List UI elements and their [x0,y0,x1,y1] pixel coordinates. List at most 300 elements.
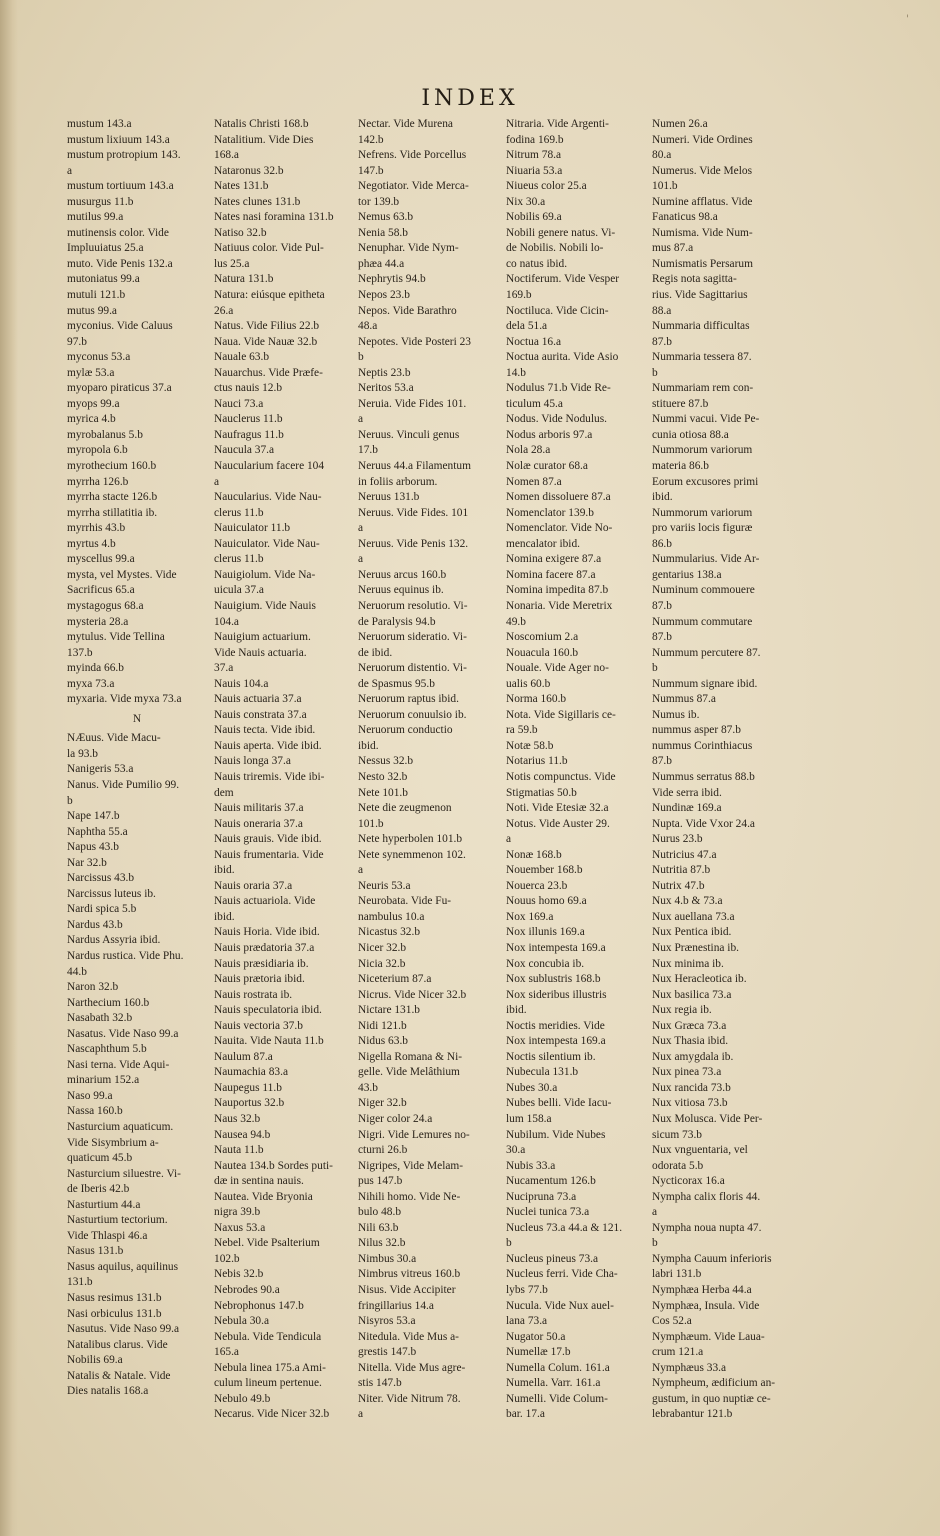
index-entry-line: Nummum percutere 87. [652,646,761,659]
index-entry-line: Nictare 131.b [358,1004,420,1017]
index-entry-line: ibid. [506,1004,527,1017]
index-entry-line: Nasturtium 44.a [67,1198,141,1211]
index-entry-line: Nauis speculatoria ibid. [214,1004,322,1017]
index-entry-line: Nauarchus. Vide Præfe- [214,366,323,379]
index-entry-line: Nardi spica 5.b [67,903,137,916]
index-entry-line: clerus 11.b [214,553,264,566]
index-entry-line: Nobilis 69.a [506,211,562,224]
index-entry-line: nambulus 10.a [358,910,425,923]
index-entry-line: Naucula 37.a [214,444,275,457]
index-entry-line: Nux vitiosa 73.b [652,1097,728,1110]
index-entry-line: Numeri. Vide Ordines [652,133,753,146]
index-entry-line: ra 59.b [506,724,538,737]
index-entry-line: a [358,413,364,426]
index-entry-line: Noctiluca. Vide Cicin- [506,304,609,317]
index-entry-line: Fanaticus 98.a [652,211,718,224]
index-entry-line: Nomina impedita 87.b [506,584,609,597]
index-entry-line: 80.a [652,149,672,162]
index-entry-line: myxaria. Vide myxa 73.a [67,693,182,706]
index-entry-line: Necarus. Vide Nicer 32.b [214,1408,330,1421]
index-entry-line: ibid. [214,864,235,877]
index-entry-line: Nitedula. Vide Mus a- [358,1330,459,1343]
index-entry-line: Nola 28.a [506,444,551,457]
index-entry-line: Nox sublustris 168.b [506,973,601,986]
index-entry-line: Natalis Christi 168.b [214,118,309,130]
index-entry-line: rius. Vide Sagittarius [652,289,748,302]
index-entry-line: 44.b [67,965,87,978]
index-entry-line: Nenuphar. Vide Nym- [358,242,459,255]
index-entry-line: bar. 17.a [506,1408,545,1421]
index-entry-line: Neruus 44.a Filamentum [358,460,471,473]
index-entry-line: 86.b [652,537,672,550]
index-entry-line: Vide Nauis actuaria. [214,646,307,659]
index-entry-line: Nape 147.b [67,810,120,823]
index-entry-line: odorata 5.b [652,1159,704,1172]
index-entry-line: Noti. Vide Etesiæ 32.a [506,802,609,815]
index-entry-line: Nimbus 30.a [358,1252,417,1265]
index-entry-line: Nomina exigere 87.a [506,553,602,566]
index-entry-line: nummus asper 87.b [652,724,741,737]
index-entry-line: 131.b [67,1276,93,1289]
index-entry-line: Nauigiolum. Vide Na- [214,568,316,581]
index-entry-line: Naufragus 11.b [214,428,284,441]
index-entry-line: Nauis triremis. Vide ibi- [214,770,325,783]
index-entry-line: Nitella. Vide Mus agre- [358,1361,466,1374]
index-entry-line: myinda 66.b [67,662,124,675]
index-entry-line: Nummorum variorum [652,444,753,457]
index-entry-line: Numine afflatus. Vide [652,195,753,208]
index-entry-line: dæ in sentina nauis. [214,1175,304,1188]
index-entry-line: a [358,553,364,566]
index-entry-line: gentarius 138.a [652,568,722,581]
index-entry-line: Natus. Vide Filius 22.b [214,320,320,333]
index-entry-line: Nauigium. Vide Nauis [214,599,316,612]
index-entry-line: Nebula. Vide Tendicula [214,1330,322,1343]
index-entry-line: Nauita. Vide Nauta 11.b [214,1035,324,1048]
index-entry-line: Nauis tecta. Vide ibid. [214,724,316,737]
index-entry-line: Nilus 32.b [358,1237,406,1250]
index-entry-line: Nasturtium tectorium. [67,1214,168,1227]
index-entry-line: Nidi 121.b [358,1019,407,1032]
index-entry-line: Numella. Varr. 161.a [506,1377,601,1390]
index-entry-line: Nasus resimus 131.b [67,1292,162,1305]
index-entry-line: Nux minima ib. [652,957,724,970]
index-entry-line: ualis 60.b [506,677,551,690]
index-entry-line: Nux auellana 73.a [652,910,735,923]
index-entry-line: a [652,1206,658,1219]
index-entry-line: Nauci 73.a [214,397,264,410]
index-entry-line: myscellus 99.a [67,553,135,566]
index-entry-line: Nodus arboris 97.a [506,428,593,441]
index-entry-line: Natalibus clarus. Vide [67,1338,168,1351]
index-entry-line: Nutricius 47.a [652,848,717,861]
index-entry-line: Nubilum. Vide Nubes [506,1128,606,1141]
index-entry-line: Nux Molusca. Vide Per- [652,1113,763,1125]
index-entry-line: Nucipruna 73.a [506,1190,577,1203]
index-entry-line: Nemus 63.b [358,211,414,224]
index-entry-line: Nauis oneraria 37.a [214,817,303,830]
index-entry-line: Nox intempesta 169.a [506,1035,606,1048]
index-entry-line: Nepotes. Vide Posteri 23 [358,335,471,348]
index-entry-line: gustum, in quo nuptiæ ce- [652,1392,771,1405]
index-entry-line: Neurobata. Vide Fu- [358,895,452,908]
index-entry-line: de Paralysis 94.b [358,615,436,628]
index-entry-line: Nete 101.b [358,786,408,799]
index-entry-line: fodina 169.b [506,133,564,146]
index-entry-line: Nauis oraria 37.a [214,879,293,892]
index-entry-line: 165.a [214,1346,239,1359]
index-entry-line: myrrha stacte 126.b [67,491,158,504]
index-entry-line: Naron 32.b [67,981,119,994]
index-entry-line: Nouus homo 69.a [506,895,587,908]
index-entry-line: Naso 99.a [67,1089,113,1102]
index-entry-line: de ibid. [358,646,393,659]
index-entry-line: mutilus 99.a [67,211,124,224]
index-entry-line: Nutritia 87.b [652,864,711,877]
index-entry-line: myrrhis 43.b [67,522,126,535]
index-entry-line: materia 86.b [652,460,709,473]
index-entry-line: nigra 39.b [214,1206,261,1219]
index-entry-line: Nauis longa 37.a [214,755,291,768]
index-entry-line: mencalator ibid. [506,537,581,550]
index-entry-line: b [652,366,658,379]
index-entry-line: Nummorum variorum [652,506,753,519]
index-entry-line: Nisus. Vide Accipiter [358,1284,456,1297]
index-entry-line: Nux basilica 73.a [652,988,732,1001]
index-entry-line: Nymphæa, Insula. Vide [652,1299,760,1312]
index-entry-line: Nenia 58.b [358,226,408,239]
index-entry-line: Nux Thasia ibid. [652,1035,729,1048]
index-entry-line: Nebrophonus 147.b [214,1299,304,1312]
index-entry-line: Nodulus 71.b Vide Re- [506,382,611,395]
index-entry-line: 49.b [506,615,526,628]
index-entry-line: Nomen 87.a [506,475,562,488]
index-entry-line: Nete synemmenon 102. [358,848,466,861]
index-entry-line: Nummariam rem con- [652,382,754,395]
index-entry-line: Nebis 32.b [214,1268,264,1281]
index-entry-line: Nox intempesta 169.a [506,941,606,954]
index-entry-line: Nomen dissoluere 87.a [506,491,611,504]
index-entry-line: Nebula linea 175.a Ami- [214,1361,326,1374]
index-entry-line: Nidus 63.b [358,1035,408,1048]
index-entry-line: Niger color 24.a [358,1113,433,1125]
index-entry-line: Nataronus 32.b [214,164,284,177]
index-entry-line: Nugator 50.a [506,1330,566,1343]
index-entry-line: Nux Græca 73.a [652,1019,727,1032]
index-entry-line: Nebel. Vide Psalterium [214,1237,320,1250]
index-entry-line: Natura: eiúsque epitheta [214,289,325,302]
index-entry-line: co natus ibid. [506,257,568,270]
index-entry-line: Nauis vectoria 37.b [214,1019,303,1032]
index-entry-line: ibid. [652,491,673,504]
index-entry-line: Notæ 58.b [506,739,554,752]
index-entry-line: dem [214,786,234,799]
index-entry-line: dela 51.a [506,320,548,333]
index-entry-line: Numinum commouere [652,584,755,597]
index-entry-line: 17.b [358,444,378,457]
index-entry-line: Nix 30.a [506,195,546,208]
index-entry-line: Nautea 134.b Sordes puti- [214,1159,333,1172]
index-entry-line: Nasturcium siluestre. Vi- [67,1167,181,1180]
index-entry-line: Nauis rostrata ib. [214,988,293,1001]
index-entry-line: Nummus 87.a [652,693,716,706]
index-entry-line: Nuclei tunica 73.a [506,1206,590,1219]
index-entry-line: Nouember 168.b [506,864,583,877]
index-entry-line: lana 73.a [506,1315,548,1328]
index-entry-line: Nihili homo. Vide Ne- [358,1190,461,1203]
index-entry-line: Nonæ 168.b [506,848,562,861]
index-entry-line: crum 121.a [652,1346,704,1359]
index-entry-line: Nefrens. Vide Porcellus [358,149,467,162]
index-entry-line: Nebula 30.a [214,1315,270,1328]
index-entry-line: Nummum commutare [652,615,753,628]
index-entry-line: Nasturcium aquaticum. [67,1121,174,1133]
index-entry-line: Nigripes, Vide Melam- [358,1159,464,1172]
index-entry-line: Nicia 32.b [358,957,406,970]
index-entry-line: Naphtha 55.a [67,825,128,838]
index-entry-line: Nardus 43.b [67,918,123,931]
index-entry-line: in foliis arborum. [358,475,438,488]
index-entry-line: Numen 26.a [652,118,708,130]
index-entry-line: Norma 160.b [506,693,567,706]
index-entry-line: ibid. [214,910,235,923]
index-entry-line: Niger 32.b [358,1097,407,1110]
index-entry-line: Nasutus. Vide Naso 99.a [67,1323,180,1336]
index-entry-line: Nasabath 32.b [67,1012,133,1025]
index-entry-line: myxa 73.a [67,677,115,690]
index-entry-line: de Spasmus 95.b [358,677,435,690]
index-entry-line: myrtus 4.b [67,537,116,550]
index-entry-line: Neruorum conuulsio ib. [358,708,467,721]
index-entry-line: bulo 48.b [358,1206,402,1219]
index-entry-line: Nubes belli. Vide Iacu- [506,1097,612,1110]
index-entry-line: pro variis locis figuræ [652,522,753,535]
index-entry-line: Nigella Romana & Ni- [358,1050,463,1063]
index-entry-line: Nesto 32.b [358,770,408,783]
page-mark: ' [906,14,909,25]
index-entry-line: Nauis 104.a [214,677,269,690]
index-entry-line: Nymphæum. Vide Laua- [652,1330,765,1343]
index-entry-line: Nauis prætoria ibid. [214,973,305,986]
index-entry-line: fringillarius 14.a [358,1299,434,1312]
index-entry-line: Naus 32.b [214,1113,261,1125]
index-entry-line: myops 99.a [67,397,120,410]
index-entry-line: Neruus equinus ib. [358,584,444,597]
index-entry-line: de Iberis 42.b [67,1183,130,1196]
index-entry-line: Nucula. Vide Nux auel- [506,1299,614,1312]
index-entry-line: Eorum excusores primi [652,475,759,488]
index-entry-line: Nebrodes 90.a [214,1284,280,1297]
index-entry-line: Nauigium actuarium. [214,631,311,644]
index-entry-line: Niceterium 87.a [358,973,432,986]
index-entry-line: Nasi orbiculus 131.b [67,1307,162,1320]
index-entry-line: Nobilis 69.a [67,1354,123,1367]
index-entry-line: Regis nota sagitta- [652,273,737,286]
index-entry-line: myropola 6.b [67,444,128,457]
index-entry-line: Numelli. Vide Colum- [506,1392,608,1405]
index-entry-line: pus 147.b [358,1175,403,1188]
index-entry-line: 37.a [214,662,234,675]
index-entry-line: grestis 147.b [358,1346,417,1359]
index-entry-line: Nepos 23.b [358,289,410,302]
index-entry-line: Nete die zeugmenon [358,802,452,815]
index-entry-line: Nux Pentica ibid. [652,926,732,939]
index-entry-line: Nucleus ferri. Vide Cha- [506,1268,618,1281]
index-entry-line: Nauale 63.b [214,351,270,364]
index-entry-line: Nicer 32.b [358,941,407,954]
index-entry-line: mustum protropium 143. [67,149,181,162]
index-column-4 [506,117,646,1423]
index-entry-line: Nolæ curator 68.a [506,460,588,473]
index-entry-line: Nasatus. Vide Naso 99.a [67,1027,179,1040]
index-entry-line: Naulum 87.a [214,1050,273,1063]
index-entry-line: mutoniatus 99.a [67,273,140,286]
index-entry-line: la 93.b [67,747,99,760]
index-entry-line: ticulum 45.a [506,397,563,410]
index-entry-line: Nepos. Vide Barathro [358,304,457,317]
index-entry-line: b [652,662,658,675]
index-entry-line: Nubis 33.a [506,1159,556,1172]
index-entry-line: Nimbrus vitreus 160.b [358,1268,461,1281]
index-entry-line: Neruorum sideratio. Vi- [358,631,467,644]
index-entry-line: ibid. [358,739,379,752]
index-entry-line: Nutrix 47.b [652,879,705,892]
index-entry-line: Nili 63.b [358,1221,399,1234]
index-entry-line: 88.a [652,304,672,317]
index-entry-line: quaticum 45.b [67,1152,133,1165]
index-entry-line: Nympha calix floris 44. [652,1190,761,1203]
index-entry-line: Nauiculator. Vide Nau- [214,537,320,550]
index-entry-line: mysta, vel Mystes. Vide [67,568,177,581]
index-entry-line: Niter. Vide Nitrum 78. [358,1392,461,1405]
index-entry-line: cunia otiosa 88.a [652,428,729,441]
index-entry-line: Nauis Horia. Vide ibid. [214,926,320,939]
index-entry-line: Nomenclator. Vide No- [506,522,613,535]
index-entry-line: Notarius 11.b [506,755,568,768]
index-entry-line: a [214,475,220,488]
section-letter: N [132,712,142,725]
book-gutter [0,0,18,1536]
index-entry-line: Numus ib. [652,708,700,721]
index-entry-line: Nouerca 23.b [506,879,568,892]
index-entry-line: musurgus 11.b [67,195,134,208]
index-entry-line: Noctua aurita. Vide Asio [506,351,619,364]
index-entry-line: Noscomium 2.a [506,631,579,644]
index-column-2 [214,117,354,1423]
index-entry-line: Noctis meridies. Vide [506,1019,605,1032]
index-entry-line: Neruus arcus 160.b [358,568,447,581]
index-entry-line: Numisma. Vide Num- [652,226,753,239]
index-entry-line: NÆuus. Vide Macu- [67,732,161,745]
index-entry-line: Natiso 32.b [214,226,267,239]
index-entry-line: Nardus rustica. Vide Phu. [67,949,184,962]
index-entry-line: nummus Corinthiacus [652,739,753,752]
index-entry-line: Impluuiatus 25.a [67,242,144,255]
index-entry-line: Nummus serratus 88.b [652,770,755,783]
index-entry-line: a [67,164,73,177]
index-entry-line: Nycticorax 16.a [652,1175,725,1188]
index-entry-line: uicula 37.a [214,584,264,597]
index-entry-line: gelle. Vide Melâthium [358,1066,460,1079]
index-entry-line: Naupegus 11.b [214,1081,282,1094]
index-entry-line: 87.b [652,335,672,348]
index-entry-line: Nummum signare ibid. [652,677,758,690]
index-entry-line: Nauta 11.b [214,1144,264,1157]
index-entry-line: minarium 152.a [67,1074,140,1087]
index-entry-line: mus 87.a [652,242,694,255]
index-entry-line: Nitrum 78.a [506,149,562,162]
index-entry-line: Nates 131.b [214,180,269,193]
index-entry-line: mutinensis color. Vide [67,226,169,239]
index-entry-line: lebrabantur 121.b [652,1408,733,1421]
index-entry-line: Cos 52.a [652,1315,692,1328]
index-entry-line: Niueus color 25.a [506,180,587,193]
index-entry-line: Neruus. Vide Fides. 101 [358,506,469,519]
index-entry-line: Nomina facere 87.a [506,568,596,581]
index-entry-line: Nasus 131.b [67,1245,124,1258]
index-entry-line: 101.b [652,180,678,193]
index-entry-line: Numella Colum. 161.a [506,1361,610,1374]
index-entry-line: Dies natalis 168.a [67,1385,149,1398]
index-entry-line: mutus 99.a [67,304,117,317]
index-entry-line: a [358,522,364,535]
index-entry-line: Nisyros 53.a [358,1315,416,1328]
index-entry-line: Nectar. Vide Murena [358,118,453,130]
index-entry-line: muto. Vide Penis 132.a [67,257,173,270]
index-entry-line: Nympha Cauum inferioris [652,1252,772,1265]
index-entry-line: Neruorum conductio [358,724,453,737]
index-entry-line: Naxus 53.a [214,1221,266,1234]
index-entry-line: b [506,1237,512,1250]
index-entry-line: Nurus 23.b [652,833,703,846]
index-entry-line: Nausea 94.b [214,1128,271,1141]
index-entry-line: 142.b [358,133,384,146]
index-entry-line: Nux Prænestina ib. [652,941,740,954]
index-entry-line: Nymphæa Herba 44.a [652,1284,752,1297]
index-entry-line: Neruia. Vide Fides 101. [358,397,467,410]
index-entry-line: Narthecium 160.b [67,996,150,1009]
index-entry-line: Nundinæ 169.a [652,802,722,815]
index-entry-line: Vide Thlaspi 46.a [67,1229,148,1242]
index-entry-line: mustum lixiuum 143.a [67,133,170,146]
index-entry-line: tor 139.b [358,195,400,208]
index-entry-line: Vide Sisymbrium a- [67,1136,159,1149]
index-entry-line: 97.b [67,335,87,348]
index-column-3 [358,117,498,1423]
index-entry-line: Negotiator. Vide Merca- [358,180,469,193]
index-entry-line: Numismatis Persarum [652,257,753,270]
index-entry-line: 30.a [506,1144,526,1157]
index-entry-line: Nympha noua nupta 47. [652,1221,762,1234]
index-entry-line: myrothecium 160.b [67,460,157,473]
page-title: INDEX [421,86,519,111]
index-entry-line: Neruus 131.b [358,491,420,504]
index-entry-line: Nar 32.b [67,856,107,869]
index-column-1 [67,117,207,1400]
index-entry-line: Neruorum distentio. Vi- [358,662,467,675]
index-entry-line: mustum tortiuum 143.a [67,180,174,193]
index-entry-line: myrica 4.b [67,413,116,426]
index-entry-line: Nubecula 131.b [506,1066,579,1079]
index-entry-line: Nauis constrata 37.a [214,708,307,721]
index-entry-line: Nox concubia ib. [506,957,585,970]
index-entry-line: mystagogus 68.a [67,599,144,612]
index-entry-line: Nux rancida 73.b [652,1081,731,1094]
index-entry-line: Nauis actuariola. Vide [214,895,316,908]
index-entry-line: Narcissus luteus ib. [67,887,156,900]
index-entry-line: Nauis aperta. Vide ibid. [214,739,322,752]
index-entry-line: 43.b [358,1081,378,1094]
